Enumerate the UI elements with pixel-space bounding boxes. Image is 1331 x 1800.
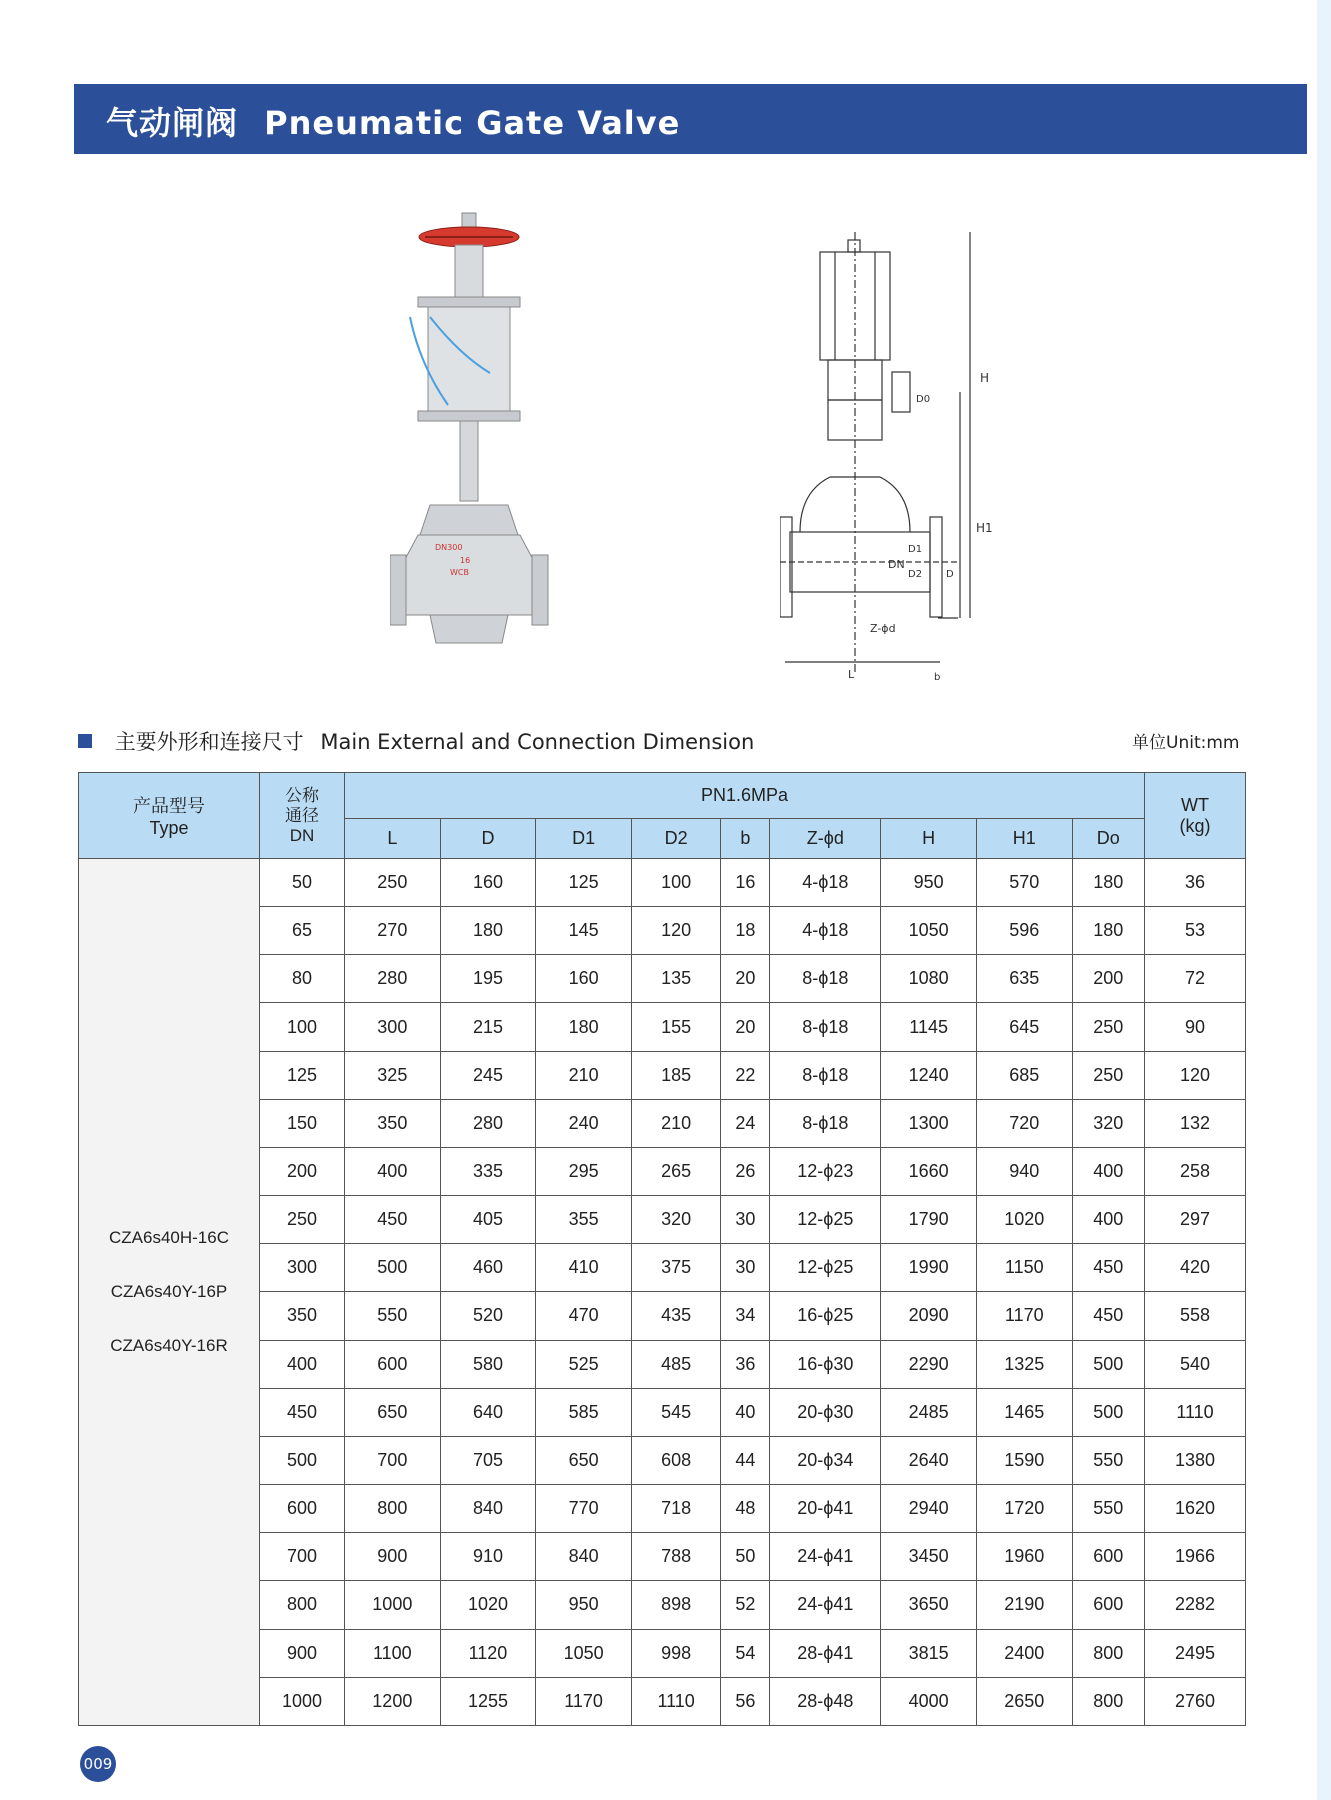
- table-cell: 100: [260, 1003, 345, 1051]
- table-cell: 16-ϕ30: [770, 1340, 881, 1388]
- table-cell: 950: [881, 859, 977, 907]
- table-cell: 180: [1072, 859, 1144, 907]
- col-header-h1: H1: [976, 819, 1072, 859]
- drawing-label-h1: H1: [976, 521, 993, 535]
- table-cell: 34: [721, 1292, 770, 1340]
- table-cell: 36: [1145, 859, 1246, 907]
- table-cell: 20: [721, 1003, 770, 1051]
- table-cell: 320: [1072, 1099, 1144, 1147]
- table-cell: 335: [440, 1147, 536, 1195]
- table-cell: 460: [440, 1244, 536, 1292]
- table-cell: 3650: [881, 1581, 977, 1629]
- table-cell: 16: [721, 859, 770, 907]
- table-cell: 350: [260, 1292, 345, 1340]
- table-cell: 910: [440, 1533, 536, 1581]
- drawing-label-l: L: [848, 668, 855, 681]
- table-cell: 24-ϕ41: [770, 1581, 881, 1629]
- table-cell: 1050: [536, 1629, 632, 1677]
- table-cell: 500: [1072, 1388, 1144, 1436]
- table-cell: 950: [536, 1581, 632, 1629]
- table-cell: 900: [260, 1629, 345, 1677]
- table-cell: 770: [536, 1485, 632, 1533]
- table-cell: 245: [440, 1051, 536, 1099]
- table-cell: 270: [345, 907, 441, 955]
- table-cell: 435: [631, 1292, 720, 1340]
- table-cell: 20-ϕ30: [770, 1388, 881, 1436]
- table-cell: 135: [631, 955, 720, 1003]
- table-cell: 30: [721, 1196, 770, 1244]
- table-cell: 12-ϕ23: [770, 1147, 881, 1195]
- drawing-label-d2: D2: [908, 569, 923, 580]
- table-cell: 180: [440, 907, 536, 955]
- table-cell: 300: [260, 1244, 345, 1292]
- section-bullet: [78, 734, 92, 748]
- type-header-cn: 产品型号: [133, 796, 205, 816]
- table-cell: 53: [1145, 907, 1246, 955]
- table-cell: 28-ϕ48: [770, 1677, 881, 1725]
- table-cell: 80: [260, 955, 345, 1003]
- table-cell: 185: [631, 1051, 720, 1099]
- table-cell: 325: [345, 1051, 441, 1099]
- table-cell: 1240: [881, 1051, 977, 1099]
- table-cell: 1660: [881, 1147, 977, 1195]
- table-cell: 450: [1072, 1244, 1144, 1292]
- table-cell: 540: [1145, 1340, 1246, 1388]
- wt-header: [1145, 773, 1246, 859]
- table-cell: 1120: [440, 1629, 536, 1677]
- table-cell: 4000: [881, 1677, 977, 1725]
- unit-label: 单位Unit:mm: [1132, 733, 1240, 753]
- drawing-label-d1: D1: [908, 544, 923, 555]
- table-cell: 650: [345, 1388, 441, 1436]
- table-cell: 1620: [1145, 1485, 1246, 1533]
- table-cell: 800: [260, 1581, 345, 1629]
- table-cell: 2090: [881, 1292, 977, 1340]
- table-cell: 1000: [260, 1677, 345, 1725]
- type-header-en: Type: [149, 818, 189, 838]
- table-cell: 200: [1072, 955, 1144, 1003]
- title-en: Pneumatic Gate Valve: [264, 104, 681, 142]
- table-cell: 2650: [976, 1677, 1072, 1725]
- table-cell: 1020: [976, 1196, 1072, 1244]
- table-cell: 450: [260, 1388, 345, 1436]
- table-cell: 297: [1145, 1196, 1246, 1244]
- table-cell: 20-ϕ41: [770, 1485, 881, 1533]
- table-cell: 645: [976, 1003, 1072, 1051]
- table-cell: 250: [1072, 1051, 1144, 1099]
- table-cell: 500: [1072, 1340, 1144, 1388]
- table-cell: 788: [631, 1533, 720, 1581]
- table-cell: 1145: [881, 1003, 977, 1051]
- table-cell: 200: [260, 1147, 345, 1195]
- table-cell: 30: [721, 1244, 770, 1292]
- table-cell: 485: [631, 1340, 720, 1388]
- table-cell: 320: [631, 1196, 720, 1244]
- table-cell: 20: [721, 955, 770, 1003]
- table-cell: 350: [345, 1099, 441, 1147]
- table-cell: 410: [536, 1244, 632, 1292]
- table-cell: 3815: [881, 1629, 977, 1677]
- table-cell: 90: [1145, 1003, 1246, 1051]
- table-cell: 525: [536, 1340, 632, 1388]
- col-header-l: L: [345, 819, 441, 859]
- table-cell: 600: [1072, 1581, 1144, 1629]
- table-cell: 800: [1072, 1677, 1144, 1725]
- table-cell: 1966: [1145, 1533, 1246, 1581]
- table-cell: 700: [345, 1436, 441, 1484]
- table-cell: 1790: [881, 1196, 977, 1244]
- table-cell: 800: [345, 1485, 441, 1533]
- wt-header-line1: WT: [1181, 794, 1209, 815]
- dn-header: [260, 773, 345, 859]
- table-cell: 520: [440, 1292, 536, 1340]
- pn-header: PN1.6MPa: [345, 773, 1145, 819]
- title-bar: [74, 84, 1307, 154]
- table-cell: 16-ϕ25: [770, 1292, 881, 1340]
- type-name: CZA6s40H-16C: [109, 1228, 229, 1247]
- table-cell: 3450: [881, 1533, 977, 1581]
- page-number: 009: [80, 1746, 116, 1782]
- table-cell: 300: [345, 1003, 441, 1051]
- drawing-label-d: D: [946, 569, 954, 580]
- table-cell: 400: [1072, 1147, 1144, 1195]
- col-header-b: b: [721, 819, 770, 859]
- table-cell: 180: [536, 1003, 632, 1051]
- table-cell: 2485: [881, 1388, 977, 1436]
- table-cell: 22: [721, 1051, 770, 1099]
- col-header-zd: Z-ϕd: [770, 819, 881, 859]
- table-cell: 210: [631, 1099, 720, 1147]
- table-cell: 240: [536, 1099, 632, 1147]
- table-cell: 450: [1072, 1292, 1144, 1340]
- table-cell: 600: [345, 1340, 441, 1388]
- col-header-d: D: [440, 819, 536, 859]
- table-cell: 210: [536, 1051, 632, 1099]
- col-header-d2: D2: [631, 819, 720, 859]
- table-cell: 1050: [881, 907, 977, 955]
- table-cell: 600: [1072, 1533, 1144, 1581]
- table-cell: 500: [345, 1244, 441, 1292]
- dn-header-line2: 通径: [285, 805, 319, 825]
- drawing-label-d0: D0: [916, 394, 931, 405]
- section-title-en: Main External and Connection Dimension: [320, 730, 755, 754]
- table-cell: 2760: [1145, 1677, 1246, 1725]
- table-cell: 1960: [976, 1533, 1072, 1581]
- valve-drawing: [780, 232, 1040, 692]
- table-cell: 36: [721, 1340, 770, 1388]
- table-cell: 150: [260, 1099, 345, 1147]
- table-cell: 26: [721, 1147, 770, 1195]
- table-cell: 250: [1072, 1003, 1144, 1051]
- table-cell: 50: [260, 859, 345, 907]
- col-header-do: Do: [1072, 819, 1144, 859]
- table-cell: 4-ϕ18: [770, 859, 881, 907]
- table-cell: 280: [440, 1099, 536, 1147]
- table-cell: 1150: [976, 1244, 1072, 1292]
- table-cell: 1110: [631, 1677, 720, 1725]
- table-cell: 160: [440, 859, 536, 907]
- table-cell: 940: [976, 1147, 1072, 1195]
- table-cell: 120: [1145, 1051, 1246, 1099]
- table-cell: 1020: [440, 1581, 536, 1629]
- table-cell: 12-ϕ25: [770, 1244, 881, 1292]
- table-cell: 4-ϕ18: [770, 907, 881, 955]
- table-cell: 125: [536, 859, 632, 907]
- table-cell: 720: [976, 1099, 1072, 1147]
- table-cell: 580: [440, 1340, 536, 1388]
- table-cell: 840: [440, 1485, 536, 1533]
- table-cell: 1100: [345, 1629, 441, 1677]
- table-cell: 280: [345, 955, 441, 1003]
- drawing-label-h: H: [980, 371, 990, 385]
- table-cell: 2940: [881, 1485, 977, 1533]
- table-cell: 2190: [976, 1581, 1072, 1629]
- table-cell: 400: [345, 1147, 441, 1195]
- table-cell: 1200: [345, 1677, 441, 1725]
- table-cell: 550: [1072, 1436, 1144, 1484]
- dimension-table: [78, 772, 1246, 1726]
- type-cell: [79, 859, 260, 1726]
- table-cell: 1170: [976, 1292, 1072, 1340]
- table-cell: 1325: [976, 1340, 1072, 1388]
- table-cell: 1080: [881, 955, 977, 1003]
- table-cell: 700: [260, 1533, 345, 1581]
- table-cell: 48: [721, 1485, 770, 1533]
- table-cell: 250: [260, 1196, 345, 1244]
- table-cell: 800: [1072, 1629, 1144, 1677]
- table-cell: 12-ϕ25: [770, 1196, 881, 1244]
- type-header: [79, 773, 260, 859]
- col-header-d1: D1: [536, 819, 632, 859]
- wt-header-line2: (kg): [1179, 815, 1211, 836]
- table-cell: 898: [631, 1581, 720, 1629]
- photo-label-dn: DN300: [435, 543, 463, 552]
- table-cell: 40: [721, 1388, 770, 1436]
- pneumatic-cylinder: [428, 307, 510, 415]
- table-cell: 195: [440, 955, 536, 1003]
- table-cell: 18: [721, 907, 770, 955]
- table-cell: 54: [721, 1629, 770, 1677]
- table-cell: 550: [1072, 1485, 1144, 1533]
- table-cell: 295: [536, 1147, 632, 1195]
- table-cell: 132: [1145, 1099, 1246, 1147]
- table-cell: 24-ϕ41: [770, 1533, 881, 1581]
- dn-header-line1: 公称: [285, 785, 319, 805]
- table-cell: 705: [440, 1436, 536, 1484]
- table-cell: 100: [631, 859, 720, 907]
- table-cell: 145: [536, 907, 632, 955]
- table-cell: 8-ϕ18: [770, 1099, 881, 1147]
- table-cell: 545: [631, 1388, 720, 1436]
- table-cell: 250: [345, 859, 441, 907]
- section-heading: [78, 726, 754, 756]
- table-cell: 265: [631, 1147, 720, 1195]
- table-cell: 2290: [881, 1340, 977, 1388]
- table-cell: 24: [721, 1099, 770, 1147]
- table-cell: 2495: [1145, 1629, 1246, 1677]
- table-cell: 52: [721, 1581, 770, 1629]
- table-cell: 600: [260, 1485, 345, 1533]
- page-edge-strip: [1317, 0, 1331, 1800]
- table-cell: 1170: [536, 1677, 632, 1725]
- table-cell: 470: [536, 1292, 632, 1340]
- table-cell: 450: [345, 1196, 441, 1244]
- table-cell: 718: [631, 1485, 720, 1533]
- table-cell: 685: [976, 1051, 1072, 1099]
- table-cell: 1990: [881, 1244, 977, 1292]
- table-cell: 608: [631, 1436, 720, 1484]
- table-cell: 420: [1145, 1244, 1246, 1292]
- title-cn: 气动闸阀: [106, 104, 239, 142]
- drawing-label-b: b: [934, 672, 941, 683]
- table-cell: 28-ϕ41: [770, 1629, 881, 1677]
- table-cell: 120: [631, 907, 720, 955]
- table-cell: 1255: [440, 1677, 536, 1725]
- table-cell: 2282: [1145, 1581, 1246, 1629]
- table-cell: 215: [440, 1003, 536, 1051]
- table-cell: 8-ϕ18: [770, 1003, 881, 1051]
- table-body: [79, 859, 1246, 1726]
- table-cell: 125: [260, 1051, 345, 1099]
- type-name: CZA6s40Y-16R: [110, 1336, 228, 1355]
- col-header-h: H: [881, 819, 977, 859]
- table-cell: 44: [721, 1436, 770, 1484]
- table-cell: 155: [631, 1003, 720, 1051]
- table-cell: 258: [1145, 1147, 1246, 1195]
- table-cell: 72: [1145, 955, 1246, 1003]
- table-cell: 2400: [976, 1629, 1072, 1677]
- photo-label-material: WCB: [450, 568, 469, 577]
- table-cell: 180: [1072, 907, 1144, 955]
- table-cell: 1590: [976, 1436, 1072, 1484]
- table-cell: 500: [260, 1436, 345, 1484]
- table-cell: 400: [260, 1340, 345, 1388]
- table-cell: 840: [536, 1533, 632, 1581]
- table-cell: 56: [721, 1677, 770, 1725]
- table-cell: 640: [440, 1388, 536, 1436]
- table-cell: 8-ϕ18: [770, 1051, 881, 1099]
- table-cell: 1380: [1145, 1436, 1246, 1484]
- drawing-label-dn: DN: [888, 558, 905, 571]
- table-cell: 1465: [976, 1388, 1072, 1436]
- photo-label-pn: 16: [460, 556, 471, 565]
- table-cell: 375: [631, 1244, 720, 1292]
- table-row: [79, 859, 1246, 907]
- type-name: CZA6s40Y-16P: [110, 1282, 228, 1301]
- table-cell: 355: [536, 1196, 632, 1244]
- table-cell: 65: [260, 907, 345, 955]
- table-cell: 160: [536, 955, 632, 1003]
- table-cell: 635: [976, 955, 1072, 1003]
- table-cell: 596: [976, 907, 1072, 955]
- table-cell: 20-ϕ34: [770, 1436, 881, 1484]
- dn-header-line3: DN: [289, 825, 315, 845]
- table-cell: 1000: [345, 1581, 441, 1629]
- table-cell: 2640: [881, 1436, 977, 1484]
- table-cell: 570: [976, 859, 1072, 907]
- table-cell: 50: [721, 1533, 770, 1581]
- table-cell: 405: [440, 1196, 536, 1244]
- valve-photo: [390, 205, 560, 705]
- table-cell: 8-ϕ18: [770, 955, 881, 1003]
- drawing-label-zd: Z-ϕd: [870, 622, 896, 635]
- table-cell: 1110: [1145, 1388, 1246, 1436]
- table-cell: 1300: [881, 1099, 977, 1147]
- table-cell: 400: [1072, 1196, 1144, 1244]
- table-cell: 900: [345, 1533, 441, 1581]
- page-title: [106, 98, 680, 144]
- table-cell: 1720: [976, 1485, 1072, 1533]
- table-cell: 558: [1145, 1292, 1246, 1340]
- table-cell: 585: [536, 1388, 632, 1436]
- table-cell: 650: [536, 1436, 632, 1484]
- section-title-cn: 主要外形和连接尺寸: [114, 730, 304, 754]
- table-cell: 998: [631, 1629, 720, 1677]
- table-cell: 550: [345, 1292, 441, 1340]
